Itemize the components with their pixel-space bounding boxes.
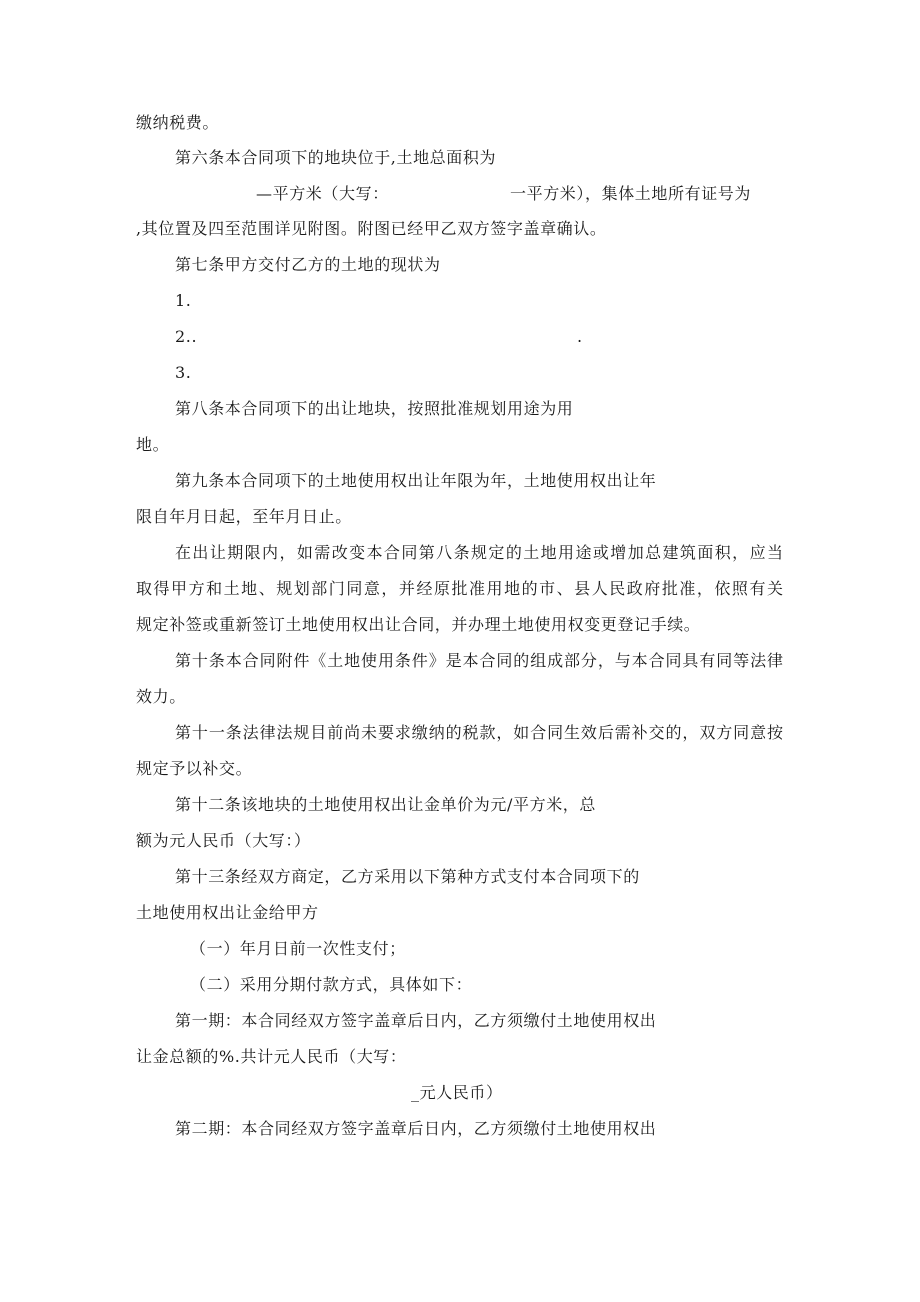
period-one-line-2: 让金总额的%.共计元人民币（大写： xyxy=(136,1047,407,1066)
location-line: ,其位置及四至范围详见附图。附图已经甲乙双方签字盖章确认。 xyxy=(136,219,607,238)
article-10-line-1: 第十条本合同附件《土地使用条件》是本合同的组成部分，与本合同具有同等法律 xyxy=(175,651,783,670)
paragraph-change-line-3: 规定补签或重新签订土地使用权出让合同，并办理土地使用权变更登记手续。 xyxy=(136,615,701,634)
article-6-heading: 第六条本合同项下的地块位于,土地总面积为 xyxy=(175,148,497,167)
period-one-line-3: _元人民币） xyxy=(411,1083,503,1102)
article-12-line-1: 第十二条该地块的土地使用权出让金单价为元/平方米，总 xyxy=(175,795,596,814)
list-item-3: 3. xyxy=(175,363,192,382)
area-unit-line-b: 一平方米），集体土地所有证号为 xyxy=(510,184,752,203)
list-item-2: 2.. xyxy=(175,327,198,346)
paragraph-change-line-1: 在出让期限内，如需改变本合同第八条规定的土地用途或增加总建筑面积，应当 xyxy=(175,543,783,562)
option-one: （一）年月日前一次性支付； xyxy=(190,939,406,958)
period-one-line-1: 第一期：本合同经双方签字盖章后日内，乙方须缴付土地使用权出 xyxy=(175,1011,657,1030)
article-9-heading: 第九条本合同项下的土地使用权出让年限为年，土地使用权出让年 xyxy=(175,471,657,490)
article-13-line-1: 第十三条经双方商定，乙方采用以下第种方式支付本合同项下的 xyxy=(175,867,640,886)
line-tax: 缴纳税费。 xyxy=(136,113,220,132)
article-9-cont: 限自年月日起，至年月日止。 xyxy=(136,507,352,526)
option-two: （二）采用分期付款方式，具体如下： xyxy=(190,975,473,994)
area-unit-line-a: —平方米（大写： xyxy=(256,184,389,203)
article-8-heading: 第八条本合同项下的出让地块，按照批准规划用途为用 xyxy=(175,399,574,418)
article-8-cont: 地。 xyxy=(136,435,170,454)
article-7-heading: 第七条甲方交付乙方的土地的现状为 xyxy=(175,255,441,274)
article-11-line-1: 第十一条法律法规目前尚未要求缴纳的税款，如合同生效后需补交的，双方同意按 xyxy=(175,723,783,742)
article-10-line-2: 效力。 xyxy=(136,687,186,706)
article-12-line-2: 额为元人民币（大写：） xyxy=(136,831,311,850)
period-two-line-1: 第二期：本合同经双方签字盖章后日内，乙方须缴付土地使用权出 xyxy=(175,1119,657,1138)
article-11-line-2: 规定予以补交。 xyxy=(136,759,253,778)
list-item-1: 1. xyxy=(175,291,192,310)
article-13-line-2: 土地使用权出让金给甲方 xyxy=(136,903,319,922)
list-item-2-end: . xyxy=(577,327,583,346)
paragraph-change-line-2: 取得甲方和土地、规划部门同意，并经原批准用地的市、县人民政府批准，依照有关 xyxy=(136,579,783,598)
